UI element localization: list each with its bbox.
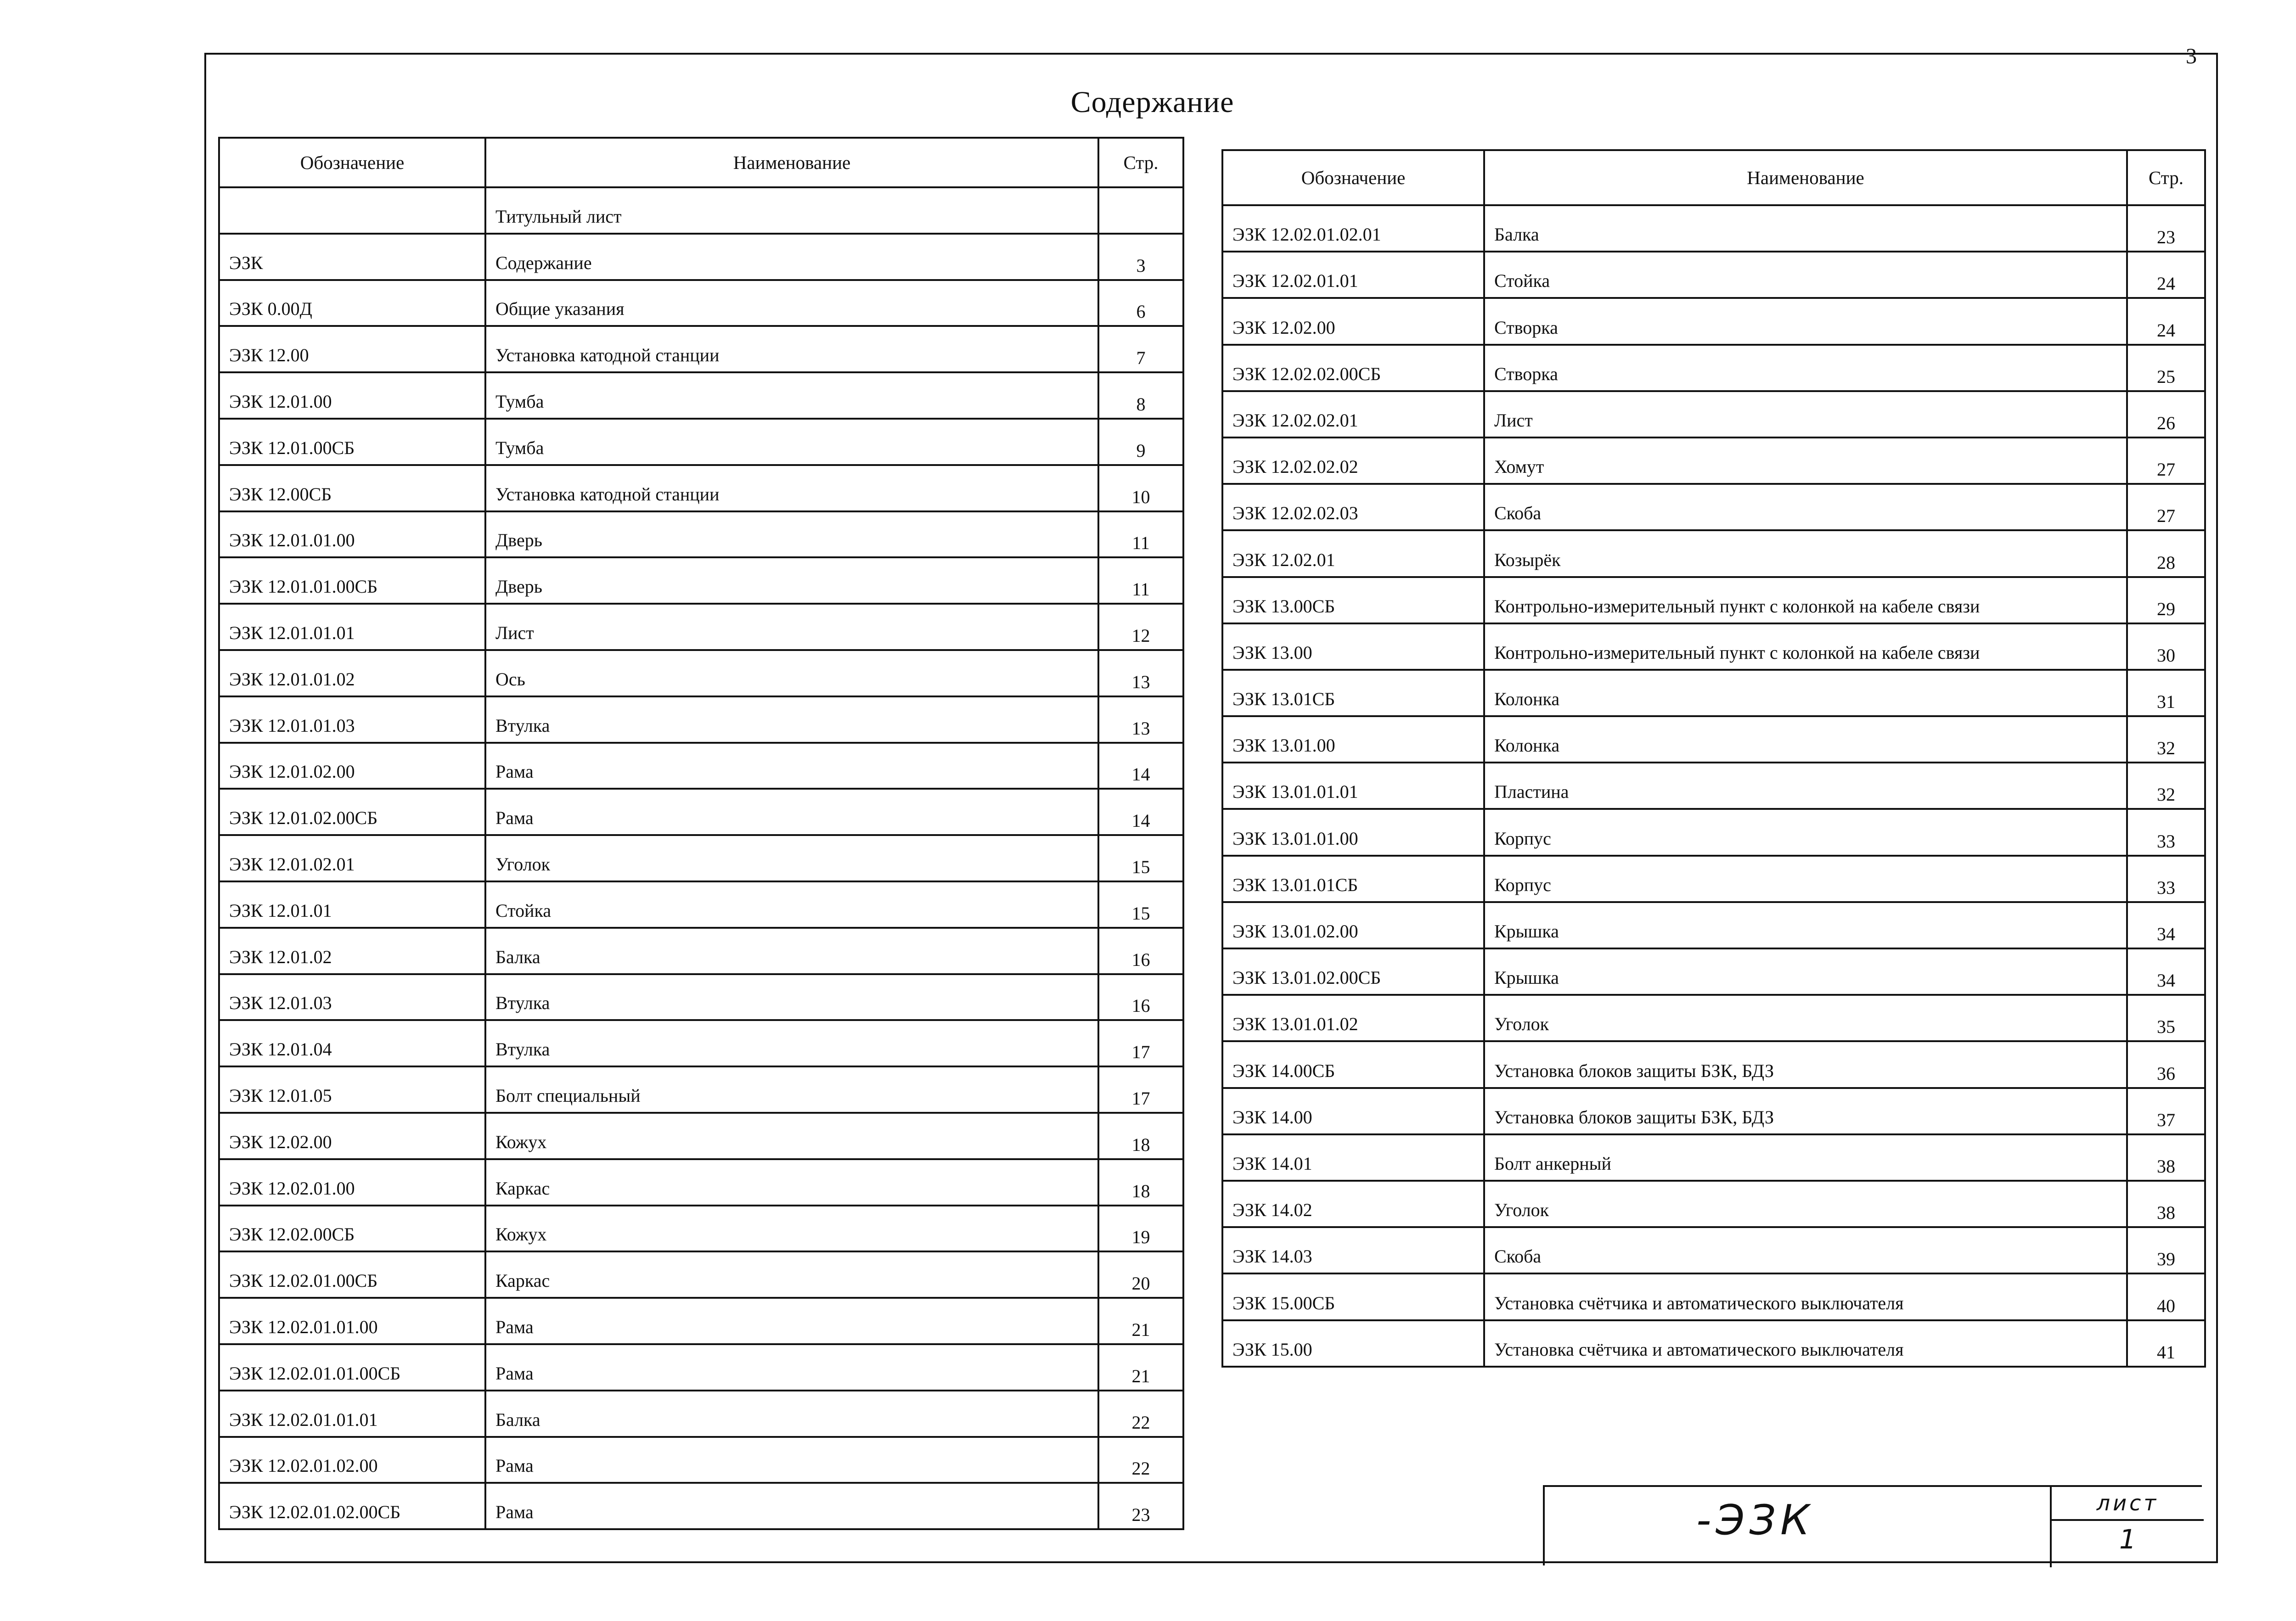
row-name: Уголок [485,835,1098,881]
row-code: ЭЗК 12.01.02.00СБ [219,789,485,835]
title-block-code: -ЭЗК [1696,1496,1814,1544]
row-name: Стойка [1484,252,2127,298]
row-name: Козырёк [1484,530,2127,577]
table-row [219,280,1183,326]
toc-header-row [219,138,1183,187]
row-code: ЭЗК 15.00 [1222,1320,1484,1367]
row-page: 18 [1098,1159,1183,1206]
row-name: Колонка [1484,670,2127,716]
table-row [1222,438,2205,484]
row-page: 27 [2127,484,2205,530]
table-row [219,1391,1183,1437]
row-page: 21 [1098,1344,1183,1391]
row-page: 11 [1098,557,1183,604]
toc-body-left [219,187,1183,1529]
row-page: 16 [1098,928,1183,974]
row-name: Установка блоков защиты БЗК, БДЗ [1484,1088,2127,1134]
row-name: Створка [1484,298,2127,344]
sheet-label: лист [2052,1491,2204,1521]
row-page: 6 [1098,280,1183,326]
row-code: ЭЗК 12.01.02.00 [219,743,485,789]
row-name: Балка [1484,205,2127,252]
row-code: ЭЗК 14.01 [1222,1134,1484,1181]
row-name: Лист [485,604,1098,650]
table-row [219,465,1183,511]
table-row [219,372,1183,419]
sheet-box [2050,1487,2204,1567]
table-row [219,419,1183,465]
row-code: ЭЗК 12.02.02.03 [1222,484,1484,530]
row-name: Установка счётчика и автоматического выключателя [1484,1320,2127,1367]
table-row [1222,1088,2205,1134]
table-row [1222,1273,2205,1320]
row-page: 19 [1098,1206,1183,1252]
table-row [1222,1181,2205,1227]
table-row [219,234,1183,280]
table-row [219,1437,1183,1483]
row-code: ЭЗК 12.02.01.02.00 [219,1437,485,1483]
row-page: 30 [2127,623,2205,670]
row-page: 39 [2127,1227,2205,1273]
row-code: ЭЗК 12.02.02.00СБ [1222,345,1484,391]
row-code: ЭЗК 13.01.01.01 [1222,763,1484,809]
table-row [219,1483,1183,1529]
row-page: 22 [1098,1391,1183,1437]
row-page: 38 [2127,1134,2205,1181]
row-page: 31 [2127,670,2205,716]
row-name: Установка катодной станции [485,326,1098,372]
row-page: 17 [1098,1066,1183,1113]
row-page: 29 [2127,577,2205,623]
row-page: 16 [1098,974,1183,1021]
table-row [219,1020,1183,1066]
row-page: 12 [1098,604,1183,650]
row-name: Каркас [485,1251,1098,1298]
table-row [1222,1227,2205,1273]
row-page: 17 [1098,1020,1183,1066]
table-row [1222,530,2205,577]
row-code: ЭЗК 12.02.01.01.01 [219,1391,485,1437]
row-name: Рама [485,1298,1098,1344]
row-page: 33 [2127,856,2205,902]
row-name: Стойка [485,881,1098,928]
row-name: Контрольно-измерительный пункт с колонкой на кабеле связи [1484,623,2127,670]
row-name: Установка счётчика и автоматического выключателя [1484,1273,2127,1320]
row-name: Болт специальный [485,1066,1098,1113]
row-name: Створка [1484,345,2127,391]
table-row [1222,391,2205,438]
table-row [219,928,1183,974]
row-page: 25 [2127,345,2205,391]
table-row [219,696,1183,743]
table-row [219,1159,1183,1206]
row-page: 36 [2127,1041,2205,1088]
row-code: ЭЗК [219,234,485,280]
row-page: 33 [2127,809,2205,855]
row-name: Крышка [1484,902,2127,948]
table-row [1222,623,2205,670]
row-name: Рама [485,1483,1098,1529]
row-name: Общие указания [485,280,1098,326]
row-name: Тумба [485,419,1098,465]
row-page: 24 [2127,252,2205,298]
table-row [219,604,1183,650]
row-code: ЭЗК 14.00 [1222,1088,1484,1134]
row-page: 11 [1098,511,1183,558]
table-row [219,511,1183,558]
column-header-code: Обозначение [219,138,485,187]
row-code: ЭЗК 12.01.01.00СБ [219,557,485,604]
row-code: ЭЗК 13.01.00 [1222,716,1484,763]
row-name: Скоба [1484,1227,2127,1273]
row-code: ЭЗК 12.01.04 [219,1020,485,1066]
row-name: Балка [485,1391,1098,1437]
row-code: ЭЗК 12.02.00 [219,1113,485,1159]
row-page: 27 [2127,438,2205,484]
table-row [1222,995,2205,1041]
table-row [1222,577,2205,623]
row-name: Втулка [485,1020,1098,1066]
row-name: Уголок [1484,1181,2127,1227]
row-code: ЭЗК 12.01.01.03 [219,696,485,743]
table-row [1222,670,2205,716]
row-code: ЭЗК 12.01.02.01 [219,835,485,881]
row-code: ЭЗК 13.00СБ [1222,577,1484,623]
table-row [219,1344,1183,1391]
row-name: Тумба [485,372,1098,419]
row-name: Дверь [485,511,1098,558]
row-code: ЭЗК 13.01.02.00 [1222,902,1484,948]
table-row [219,326,1183,372]
row-page: 24 [2127,298,2205,344]
row-code: ЭЗК 12.02.02.01 [1222,391,1484,438]
row-page: 21 [1098,1298,1183,1344]
row-code: ЭЗК 12.01.01.02 [219,650,485,696]
row-code: ЭЗК 12.02.01.00 [219,1159,485,1206]
row-code: ЭЗК 12.02.01.01.00СБ [219,1344,485,1391]
column-header-page: Стр. [1098,138,1183,187]
row-code: ЭЗК 12.01.02 [219,928,485,974]
row-code: ЭЗК 12.02.01.01 [1222,252,1484,298]
row-name: Колонка [1484,716,2127,763]
row-name: Лист [1484,391,2127,438]
row-page: 15 [1098,835,1183,881]
table-row [219,187,1183,234]
row-code: ЭЗК 12.02.01 [1222,530,1484,577]
row-name: Дверь [485,557,1098,604]
toc-body-right [1222,205,2205,1367]
row-code: ЭЗК 12.02.01.01.00 [219,1298,485,1344]
row-code: ЭЗК 12.01.00 [219,372,485,419]
row-page: 20 [1098,1251,1183,1298]
row-code: ЭЗК 12.01.00СБ [219,419,485,465]
row-code [219,187,485,234]
row-page: 35 [2127,995,2205,1041]
table-row [219,835,1183,881]
row-name: Втулка [485,974,1098,1021]
row-name: Болт анкерный [1484,1134,2127,1181]
table-row [219,881,1183,928]
toc-table-right [1221,149,2206,1368]
row-code: ЭЗК 12.00 [219,326,485,372]
row-page: 14 [1098,743,1183,789]
table-row [1222,1134,2205,1181]
table-row [1222,345,2205,391]
table-row [219,1251,1183,1298]
row-name: Рама [485,789,1098,835]
table-row [1222,716,2205,763]
row-code: ЭЗК 12.01.01.00 [219,511,485,558]
row-name: Рама [485,743,1098,789]
row-page: 3 [1098,234,1183,280]
toc-table-left [218,137,1184,1530]
row-page: 32 [2127,763,2205,809]
row-name: Ось [485,650,1098,696]
row-page: 34 [2127,948,2205,995]
row-code: ЭЗК 0.00Д [219,280,485,326]
table-row [219,557,1183,604]
table-row [219,1066,1183,1113]
row-code: ЭЗК 13.01.01.00 [1222,809,1484,855]
page-number: 3 [2186,44,2197,68]
row-code: ЭЗК 14.00СБ [1222,1041,1484,1088]
row-code: ЭЗК 13.00 [1222,623,1484,670]
document-title: Содержание [1070,85,1234,119]
table-row [1222,298,2205,344]
row-page: 15 [1098,881,1183,928]
row-code: ЭЗК 12.02.00СБ [219,1206,485,1252]
row-page: 13 [1098,696,1183,743]
row-name: Рама [485,1437,1098,1483]
table-row [219,974,1183,1021]
title-block [1543,1485,2202,1565]
row-code: ЭЗК 12.01.03 [219,974,485,1021]
row-page: 14 [1098,789,1183,835]
row-name: Кожух [485,1206,1098,1252]
row-name: Балка [485,928,1098,974]
row-name: Скоба [1484,484,2127,530]
row-page: 28 [2127,530,2205,577]
table-row [1222,809,2205,855]
row-name: Корпус [1484,856,2127,902]
row-name: Установка блоков защиты БЗК, БДЗ [1484,1041,2127,1088]
row-page: 8 [1098,372,1183,419]
row-page: 37 [2127,1088,2205,1134]
row-code: ЭЗК 12.02.00 [1222,298,1484,344]
row-page: 41 [2127,1320,2205,1367]
column-header-page: Стр. [2127,150,2205,205]
toc-header-row [1222,150,2205,205]
row-page: 23 [1098,1483,1183,1529]
row-code: ЭЗК 13.01СБ [1222,670,1484,716]
row-code: ЭЗК 13.01.02.00СБ [1222,948,1484,995]
row-code: ЭЗК 13.01.01.02 [1222,995,1484,1041]
row-code: ЭЗК 13.01.01СБ [1222,856,1484,902]
table-row [219,743,1183,789]
table-row [1222,1320,2205,1367]
row-name: Установка катодной станции [485,465,1098,511]
row-code: ЭЗК 12.02.01.00СБ [219,1251,485,1298]
row-code: ЭЗК 12.00СБ [219,465,485,511]
row-code: ЭЗК 15.00СБ [1222,1273,1484,1320]
row-page [1098,187,1183,234]
row-page: 40 [2127,1273,2205,1320]
row-name: Пластина [1484,763,2127,809]
row-name: Титульный лист [485,187,1098,234]
row-page: 34 [2127,902,2205,948]
row-page: 26 [2127,391,2205,438]
column-header-code: Обозначение [1222,150,1484,205]
table-row [1222,763,2205,809]
table-row [1222,902,2205,948]
table-row [219,1206,1183,1252]
row-page: 38 [2127,1181,2205,1227]
table-row [219,789,1183,835]
table-row [1222,205,2205,252]
row-code: ЭЗК 12.01.01 [219,881,485,928]
row-code: ЭЗК 12.01.01.01 [219,604,485,650]
column-header-name: Наименование [485,138,1098,187]
row-page: 22 [1098,1437,1183,1483]
row-name: Рама [485,1344,1098,1391]
row-name: Крышка [1484,948,2127,995]
table-row [219,1113,1183,1159]
row-code: ЭЗК 12.02.01.02.01 [1222,205,1484,252]
row-name: Хомут [1484,438,2127,484]
row-code: ЭЗК 12.02.02.02 [1222,438,1484,484]
row-name: Втулка [485,696,1098,743]
row-page: 23 [2127,205,2205,252]
sheet-number: 1 [2119,1524,2136,1555]
table-row [1222,1041,2205,1088]
row-page: 32 [2127,716,2205,763]
row-page: 18 [1098,1113,1183,1159]
table-row [1222,252,2205,298]
row-code: ЭЗК 14.02 [1222,1181,1484,1227]
table-row [219,650,1183,696]
row-code: ЭЗК 14.03 [1222,1227,1484,1273]
row-name: Кожух [485,1113,1098,1159]
column-header-name: Наименование [1484,150,2127,205]
row-name: Корпус [1484,809,2127,855]
row-code: ЭЗК 12.01.05 [219,1066,485,1113]
row-name: Каркас [485,1159,1098,1206]
row-page: 13 [1098,650,1183,696]
row-name: Контрольно-измерительный пункт с колонкой на кабеле связи [1484,577,2127,623]
table-row [1222,948,2205,995]
row-page: 7 [1098,326,1183,372]
row-code: ЭЗК 12.02.01.02.00СБ [219,1483,485,1529]
row-page: 9 [1098,419,1183,465]
row-name: Уголок [1484,995,2127,1041]
table-row [1222,484,2205,530]
table-row [1222,856,2205,902]
row-name: Содержание [485,234,1098,280]
row-page: 10 [1098,465,1183,511]
table-row [219,1298,1183,1344]
